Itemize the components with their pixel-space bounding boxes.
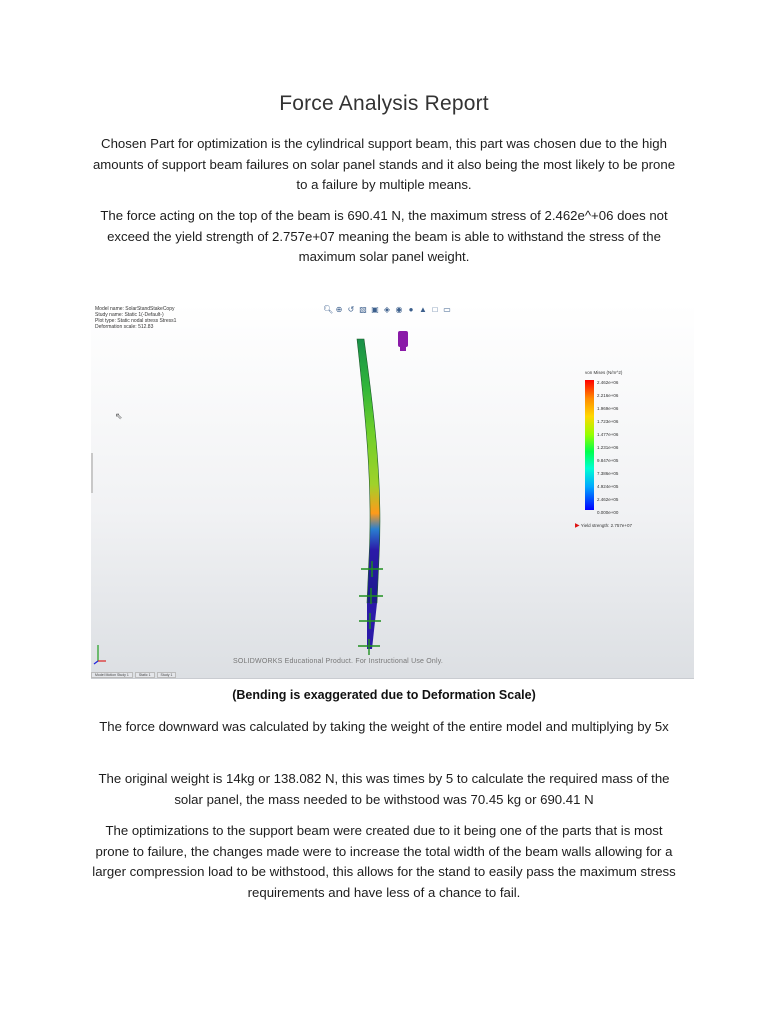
- legend-tick: 1.969e+06: [597, 406, 619, 411]
- axis-triad-icon: [93, 641, 107, 670]
- legend-tick: 9.847e+05: [597, 458, 619, 463]
- appearance-icon[interactable]: ●: [408, 305, 414, 314]
- hide-show-icon[interactable]: ◉: [395, 305, 403, 314]
- previous-view-icon[interactable]: ↺: [347, 305, 355, 314]
- paragraph-force-calc: The force downward was calculated by taking the weight of the entire model and multiplying by 5x: [99, 719, 669, 734]
- paragraph-force-stress: The force acting on the top of the beam is 690.41 N, the maximum stress of 2.462e^+06 does not exceed the yield strength of 2.757e+07 meaning the beam is able to withstand the stress of the maximum solar panel weight.: [100, 208, 668, 264]
- stress-legend: [585, 370, 655, 530]
- model-info-line: Plot type: Static nodal stress Stress1: [95, 318, 177, 324]
- scene-icon[interactable]: ▲: [419, 305, 427, 314]
- tab-study-1[interactable]: Study 1: [157, 672, 177, 678]
- zoom-icon[interactable]: 🔍︎: [323, 305, 334, 314]
- legend-tick: 0.000e+00: [597, 510, 619, 515]
- beam-body: [357, 339, 380, 603]
- figure-caption: (Bending is exaggerated due to Deformation Scale): [232, 688, 536, 702]
- view-settings-icon[interactable]: □: [432, 305, 438, 314]
- tab-model[interactable]: Model Motion Study 1: [91, 672, 133, 678]
- legend-tick: 2.216e+06: [597, 393, 619, 398]
- yield-strength-label: Yield strength: 2.757e+07: [580, 523, 633, 528]
- yield-strength-marker: [575, 522, 632, 529]
- legend-tick: 1.723e+06: [597, 419, 619, 424]
- tab-static-1[interactable]: Static 1: [135, 672, 155, 678]
- legend-color-bar: [585, 380, 594, 510]
- legend-tick: 2.462e+06: [597, 380, 619, 385]
- monitor-icon[interactable]: ▭: [443, 305, 451, 314]
- paragraph-optimizations: The optimizations to the support beam were created due to it being one of the parts that is most prone to failure, the changes made were to increase the total width of the beam walls allowing for a larger compression load to be withstood, this allows for the stand to easily pass the maximum stress requirements and have less of a chance to fail.: [92, 823, 676, 900]
- load-marker: [398, 331, 408, 351]
- yield-arrow-icon: ▶: [575, 523, 580, 529]
- page-title: Force Analysis Report: [279, 92, 489, 115]
- zoom-area-icon[interactable]: ⊕: [335, 305, 343, 314]
- model-info-line: Model name: SolarStandStakeCopy: [95, 306, 175, 312]
- mouse-cursor-icon: ⇖: [115, 411, 123, 421]
- legend-tick-list: [597, 380, 655, 516]
- paragraph-weight: The original weight is 14kg or 138.082 N, this was times by 5 to calculate the required mass of the solar panel, the mass needed to be withstood was 70.45 kg or 690.41 N: [98, 771, 670, 807]
- legend-tick: 4.924e+05: [597, 484, 619, 489]
- legend-tick: 2.462e+05: [597, 497, 619, 502]
- section-icon[interactable]: ▧: [359, 305, 367, 314]
- legend-tick: 1.231e+06: [597, 445, 619, 450]
- paragraph-part-choice: Chosen Part for optimization is the cylindrical support beam, this part was chosen due to the high amounts of support beam failures on solar panel stands and it also being the most likely to be prone to a failure by multiple means.: [92, 136, 676, 192]
- study-tabs: [91, 672, 176, 678]
- model-info-line: Study name: Static 1(-Default-): [95, 312, 164, 318]
- legend-tick: 1.477e+06: [597, 432, 619, 437]
- solidworks-watermark: SOLIDWORKS Educational Product. For Instructional Use Only.: [233, 658, 444, 665]
- legend-tick: 7.386e+05: [597, 471, 619, 476]
- simulation-figure: [91, 303, 694, 679]
- display-style-icon[interactable]: ◈: [383, 305, 391, 314]
- model-info-line: Deformation scale: 512.83: [95, 324, 154, 330]
- view-orient-icon[interactable]: ▣: [371, 305, 379, 314]
- legend-title: von Mises (N/m^2): [585, 370, 623, 375]
